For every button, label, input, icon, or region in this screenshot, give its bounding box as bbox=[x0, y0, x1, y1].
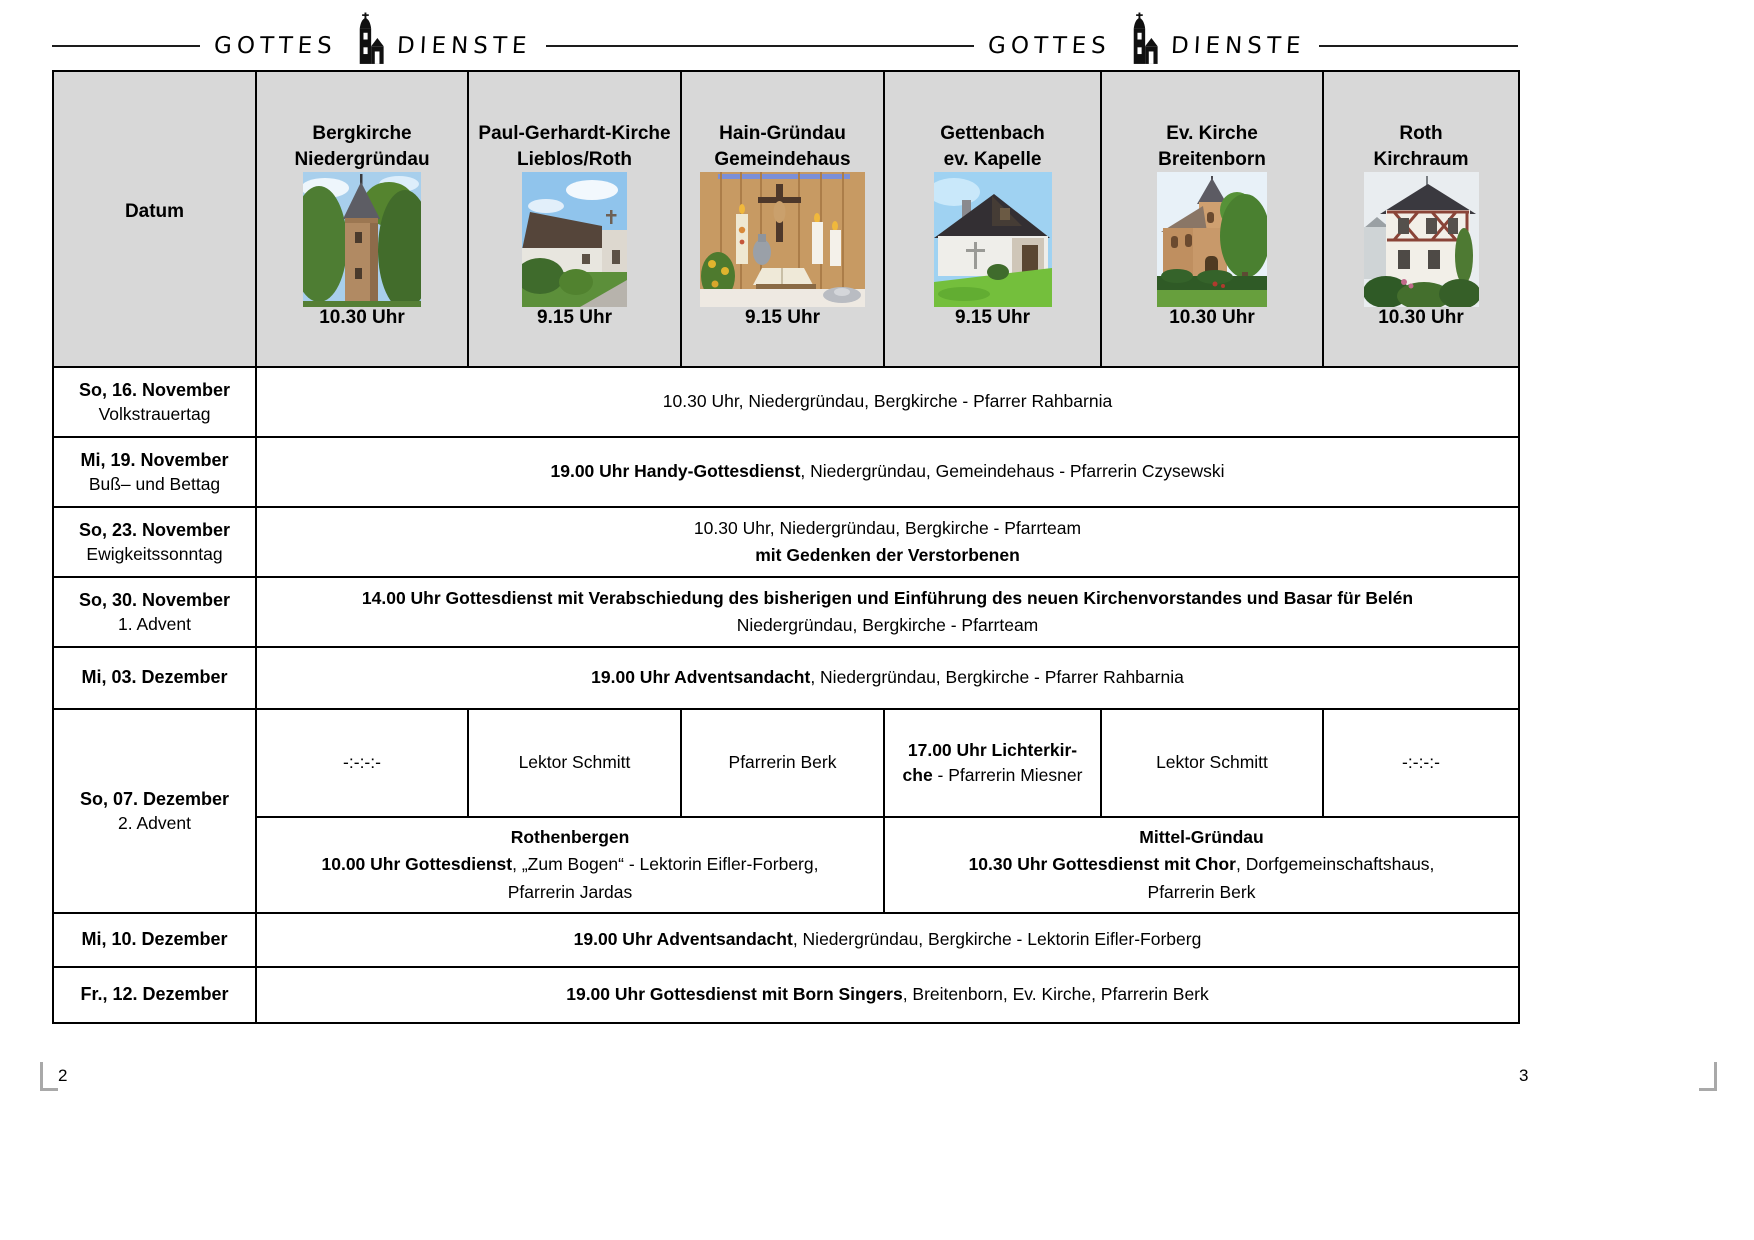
bergkirche-niedergruendau-photo bbox=[303, 172, 421, 307]
text-line: Lektor Schmitt bbox=[1156, 752, 1268, 773]
text-line: 10.30 Uhr, Niedergründau, Bergkirche - Pfarrer Rahbarnia bbox=[662, 391, 1113, 412]
church-icon bbox=[1121, 12, 1161, 66]
table-row bbox=[53, 647, 1519, 709]
date-line1: So, 23. November bbox=[78, 520, 231, 541]
column-header bbox=[886, 95, 1099, 342]
assignment-cell bbox=[256, 709, 468, 817]
page-number-left: 2 bbox=[58, 1066, 68, 1085]
column-header-cell bbox=[256, 71, 468, 367]
service-time: 9.15 Uhr bbox=[745, 306, 820, 328]
text-line: 10.30 Uhr, Niedergründau, Bergkirche - Pfarrteam bbox=[693, 517, 1082, 538]
text-line: -:-:-:- bbox=[1402, 752, 1440, 773]
service-cell bbox=[256, 507, 1519, 577]
text-line: Niedergründau, Bergkirche - Pfarrteam bbox=[736, 615, 1039, 635]
roth-kirchraum-photo bbox=[1364, 172, 1479, 307]
date-line1: Mi, 03. Dezember bbox=[81, 667, 228, 688]
service-cell bbox=[256, 437, 1519, 507]
table-row bbox=[53, 437, 1519, 507]
datum-label-wrap bbox=[58, 201, 251, 237]
text-line: -:-:-:- bbox=[343, 752, 381, 773]
church-name-line2: Niedergründau bbox=[294, 148, 430, 170]
column-header-cell bbox=[884, 71, 1101, 367]
date-cell bbox=[53, 437, 256, 507]
text-line: Pfarrerin Jardas bbox=[507, 881, 633, 902]
divider-line bbox=[546, 45, 785, 47]
crop-mark-right bbox=[1699, 1062, 1717, 1091]
divider-line bbox=[52, 45, 200, 47]
column-header bbox=[1325, 95, 1517, 342]
column-header-cell bbox=[681, 71, 884, 367]
datum-label: Datum bbox=[124, 201, 185, 222]
text-line: Mittel-Gründau bbox=[1139, 827, 1264, 848]
table-row bbox=[53, 367, 1519, 437]
service-time: 9.15 Uhr bbox=[537, 306, 612, 328]
church-name-line1: Hain-Gründau bbox=[719, 123, 846, 145]
assignment-cell bbox=[1323, 709, 1519, 817]
date-line1: Mi, 10. Dezember bbox=[81, 929, 228, 950]
text-line: mit Gedenken der Verstorbenen bbox=[755, 545, 1020, 565]
text-line: 14.00 Uhr Gottesdienst mit Verabschiedung des bisherigen und Einführung des neuen Kirchenvorstandes und Basar für Belén bbox=[361, 587, 1414, 608]
date-line1: So, 16. November bbox=[78, 380, 231, 401]
church-name-line2: ev. Kapelle bbox=[943, 148, 1042, 170]
date-cell bbox=[53, 577, 256, 647]
date-line2: 1. Advent bbox=[118, 614, 191, 635]
assignment-cell bbox=[468, 709, 681, 817]
date-line1: Fr., 12. Dezember bbox=[80, 984, 229, 1005]
gettenbach-kapelle-photo bbox=[934, 172, 1052, 307]
date-line2: Ewigkeitssonntag bbox=[86, 544, 223, 565]
church-icon bbox=[347, 12, 387, 66]
hain-gruendau-gemeindehaus-photo bbox=[700, 172, 865, 307]
dienste-label: DIENSTE bbox=[1170, 33, 1306, 59]
church-name-line1: Gettenbach bbox=[940, 123, 1045, 145]
datum-header-cell bbox=[53, 71, 256, 367]
page-headers bbox=[52, 26, 1518, 66]
text-line: Pfarrerin Berk bbox=[1147, 881, 1256, 902]
service-time: 9.15 Uhr bbox=[955, 306, 1030, 328]
church-name bbox=[1373, 121, 1468, 171]
page-number-right: 3 bbox=[1519, 1066, 1529, 1085]
text-line: 19.00 Uhr Adventsandacht, Niedergründau, Bergkirche - Lektorin Eifler-Forberg bbox=[573, 929, 1202, 950]
paul-gerhardt-kirche-photo bbox=[522, 172, 627, 307]
date-cell bbox=[53, 913, 256, 967]
table-row bbox=[53, 967, 1519, 1023]
text-line: 10.00 Uhr Gottesdienst, „Zum Bogen“ - Lektorin Eifler-Forberg, bbox=[321, 854, 819, 875]
text-line: Pfarrerin Berk bbox=[728, 752, 837, 773]
church-name-line1: Ev. Kirche bbox=[1166, 123, 1258, 145]
column-header bbox=[683, 95, 882, 342]
column-header-cell bbox=[1323, 71, 1519, 367]
church-name-line2: Gemeindehaus bbox=[714, 148, 851, 170]
service-time: 10.30 Uhr bbox=[319, 306, 405, 328]
church-name bbox=[294, 121, 429, 171]
service-cell bbox=[256, 367, 1519, 437]
date-line1: So, 07. Dezember bbox=[79, 789, 230, 810]
crop-mark-left bbox=[40, 1062, 58, 1091]
divider-line bbox=[785, 45, 974, 47]
service-cell bbox=[256, 913, 1519, 967]
text-line: che - Pfarrerin Miesner bbox=[902, 765, 1083, 785]
table-header-row bbox=[53, 71, 1519, 367]
date-line2: Volkstrauertag bbox=[98, 404, 211, 425]
date-cell bbox=[53, 507, 256, 577]
service-schedule-table bbox=[52, 70, 1520, 1024]
church-name-line1: Roth bbox=[1399, 123, 1443, 145]
date-line2: 2. Advent bbox=[118, 813, 191, 834]
column-header-cell bbox=[468, 71, 681, 367]
text-line: 19.00 Uhr Gottesdienst mit Born Singers, Breitenborn, Ev. Kirche, Pfarrerin Berk bbox=[566, 984, 1209, 1005]
church-name-line2: Lieblos/Roth bbox=[516, 148, 633, 170]
date-line1: So, 30. November bbox=[78, 590, 231, 611]
table-row bbox=[53, 507, 1519, 577]
divider-line bbox=[1319, 45, 1518, 47]
column-header bbox=[258, 95, 466, 342]
church-name bbox=[1158, 121, 1266, 171]
church-name-line2: Breitenborn bbox=[1158, 148, 1266, 170]
dienste-label: DIENSTE bbox=[396, 33, 533, 59]
service-time: 10.30 Uhr bbox=[1169, 306, 1255, 328]
gottes-label: GOTTES bbox=[987, 33, 1112, 59]
service-cell bbox=[256, 647, 1519, 709]
text-line: 10.30 Uhr Gottesdienst mit Chor, Dorfgemeinschaftshaus, bbox=[968, 854, 1435, 875]
column-header bbox=[1103, 95, 1321, 342]
text-line: Rothenbergen bbox=[510, 827, 630, 848]
date-cell bbox=[53, 967, 256, 1023]
church-name bbox=[714, 121, 850, 171]
church-name-line2: Kirchraum bbox=[1373, 148, 1469, 170]
text-line: 19.00 Uhr Adventsandacht, Niedergründau, Bergkirche - Pfarrer Rahbarnia bbox=[591, 667, 1184, 688]
table-row bbox=[53, 817, 1519, 913]
gottesdienste-header-right bbox=[785, 26, 1518, 66]
church-name bbox=[940, 121, 1045, 171]
breitenborn-kirche-photo bbox=[1157, 172, 1267, 307]
date-line2: Buß– und Bettag bbox=[88, 474, 221, 495]
date-cell bbox=[53, 647, 256, 709]
date-line1: Mi, 19. November bbox=[80, 450, 229, 471]
assignment-cell bbox=[681, 709, 884, 817]
church-name-line1: Bergkirche bbox=[312, 123, 412, 145]
service-time: 10.30 Uhr bbox=[1378, 306, 1464, 328]
text-line: 19.00 Uhr Handy-Gottesdienst, Niedergründau, Gemeindehaus - Pfarrerin Czysewski bbox=[550, 461, 1225, 482]
service-cell bbox=[256, 577, 1519, 647]
table-row bbox=[53, 913, 1519, 967]
assignment-cell bbox=[1101, 709, 1323, 817]
regional-service-cell bbox=[256, 817, 884, 913]
service-cell bbox=[256, 967, 1519, 1023]
column-header-cell bbox=[1101, 71, 1323, 367]
date-cell bbox=[53, 709, 256, 913]
table-row bbox=[53, 577, 1519, 647]
assignment-cell bbox=[884, 709, 1101, 817]
column-header bbox=[470, 95, 679, 342]
gottes-label: GOTTES bbox=[213, 33, 338, 59]
date-cell bbox=[53, 367, 256, 437]
church-name bbox=[478, 121, 670, 171]
regional-service-cell bbox=[884, 817, 1519, 913]
church-name-line1: Paul-Gerhardt-Kirche bbox=[478, 123, 671, 145]
table-row bbox=[53, 709, 1519, 817]
gottesdienste-header-left bbox=[52, 26, 785, 66]
text-line: 17.00 Uhr Lichterkir- bbox=[907, 739, 1078, 760]
text-line: Lektor Schmitt bbox=[518, 752, 631, 773]
